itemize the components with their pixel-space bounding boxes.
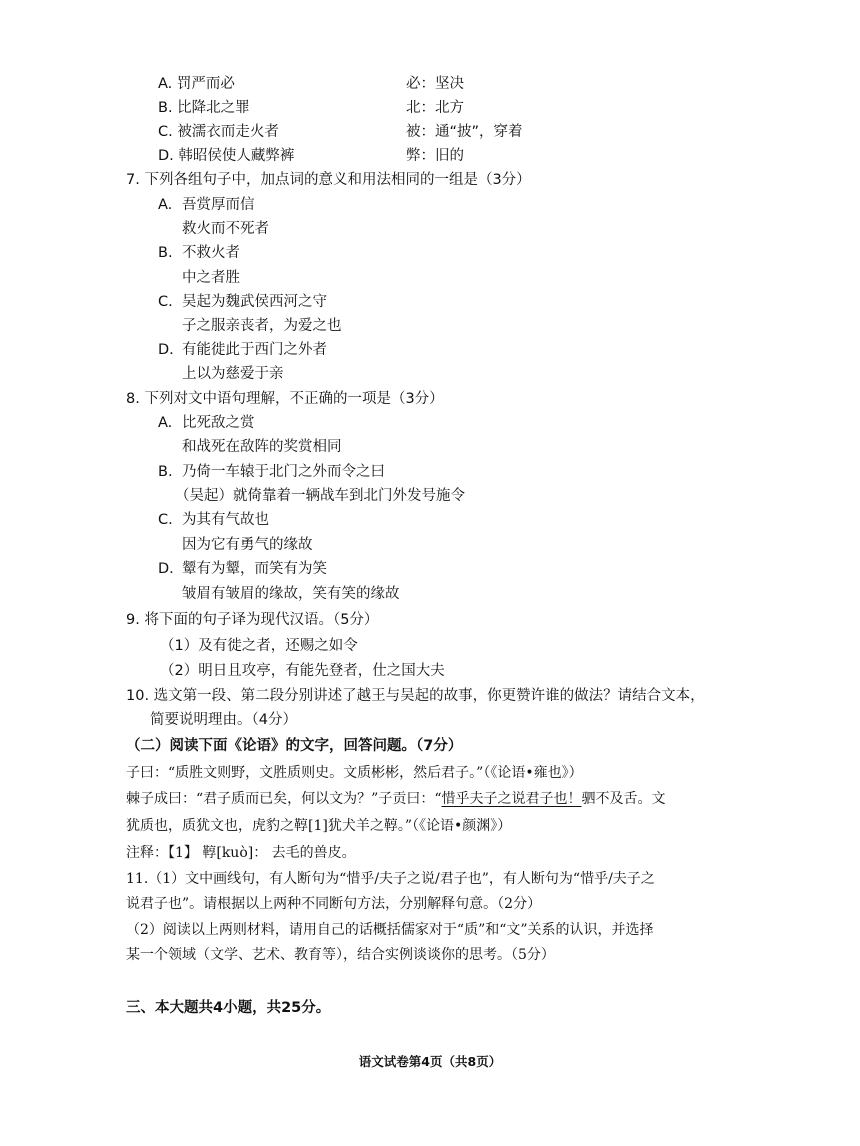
q8-option-c-line1: 为其有气故也 (182, 512, 269, 528)
q8-option-a-line1: 比死敌之赏 (182, 415, 255, 431)
q6-option-d-gloss: 弊：旧的 (406, 148, 464, 164)
q9-item-1: （1）及有徙之者，还赐之如令 (160, 638, 358, 654)
q8-option-c-line2: 因为它有勇气的缘故 (182, 537, 313, 553)
q7-option-b-line1: 不救火者 (182, 245, 240, 261)
q11-1-line1: 11.（1）文中画线句，有人断句为“惜乎/夫子之说/君子也”，有人断句为“惜乎/夫子之 (126, 871, 655, 887)
analects-quote-2 (126, 789, 665, 809)
q11-2-line1: （2）阅读以上两则材料，请用自己的话概括儒家对于“质”和“文”关系的认识，并选择 (126, 922, 654, 938)
page-footer: 语文试卷第4页（共8页） (358, 1054, 502, 1069)
analects-quote-3: 犹质也，质犹文也，虎豹之鞟[1]犹犬羊之鞟。”（《论语•颜渊》） (126, 818, 512, 834)
q10-line2: 简要说明理由。（4分） (150, 712, 297, 728)
underlined-sentence: 惜乎夫子之说君子也！ (441, 791, 582, 807)
q8-option-b-label: B. (158, 464, 173, 480)
q7-option-c-label: C. (158, 294, 173, 310)
q8-option-b-line2: （吴起）就倚靠着一辆战车到北门外发号施令 (175, 488, 465, 504)
q8-stem: 8. 下列对文中语句理解，不正确的一项是（3分） (126, 391, 444, 407)
analects-quote-1: 子曰：“质胜文则野，文胜质则史。文质彬彬，然后君子。”（《论语•雍也》） (126, 765, 583, 781)
q6-option-c: C. 被濡衣而走火者 (158, 124, 279, 140)
q10-line1: 10. 选文第一段、第二段分别讲述了越王与吴起的故事，你更赞许谁的做法？请结合文本， (126, 688, 705, 704)
section3-heading: 三、本大题共4小题，共25分。 (126, 1000, 331, 1016)
q8-option-c-label: C. (158, 512, 173, 528)
q9-stem: 9. 将下面的句子译为现代汉语。（5分） (126, 612, 379, 628)
q7-option-d-label: D. (158, 342, 174, 358)
q6-option-a-gloss: 必：坚决 (406, 76, 464, 92)
q11-1-line2: 说君子也”。请根据以上两种不同断句方法，分别解释句意。（2分） (126, 896, 542, 912)
q8-option-b-line1: 乃倚一车辕于北门之外而令之曰 (182, 464, 385, 480)
q6-option-b: B. 比降北之罪 (158, 100, 250, 116)
q9-item-2: （2）明日且攻亭，有能先登者，仕之国大夫 (160, 663, 445, 679)
q8-option-d-line1: 颦有为颦，而笑有为笑 (182, 561, 327, 577)
q7-option-d-line1: 有能徙此于西门之外者 (182, 342, 327, 358)
q7-option-a-label: A. (158, 197, 173, 213)
quote2-prefix: 棘子成曰：“君子质而已矣，何以文为？”子贡曰：“ (126, 791, 442, 807)
q8-option-d-label: D. (158, 561, 174, 577)
q11-2-line2: 某一个领域（文学、艺术、教育等），结合实例谈谈你的思考。（5分） (126, 947, 555, 963)
q7-option-c-line1: 吴起为魏武侯西河之守 (182, 294, 327, 310)
quote2-suffix: 驷不及舌。文 (581, 791, 666, 807)
q6-option-d: D. 韩昭侯使人藏弊裤 (158, 148, 295, 164)
q7-option-d-line2: 上以为慈爱于亲 (182, 366, 284, 382)
annotation-note: 注释：【1】 鞟[kuò]： 去毛的兽皮。 (126, 845, 356, 861)
q7-option-c-line2: 子之服亲丧者，为爱之也 (182, 318, 342, 334)
q8-option-a-label: A. (158, 415, 173, 431)
q8-option-a-line2: 和战死在敌阵的奖赏相同 (182, 439, 342, 455)
q8-option-d-line2: 皱眉有皱眉的缘故，笑有笑的缘故 (182, 586, 400, 602)
q6-option-a: A. 罚严而必 (158, 76, 235, 92)
q6-option-b-gloss: 北：北方 (406, 100, 464, 116)
section2-heading: （二）阅读下面《论语》的文字，回答问题。（7分） (126, 738, 463, 754)
q7-option-b-line2: 中之者胜 (182, 270, 240, 286)
q6-option-c-gloss: 被：通“披”，穿着 (406, 124, 523, 140)
q7-option-b-label: B. (158, 245, 173, 261)
q7-stem: 7. 下列各组句子中，加点词的意义和用法相同的一组是（3分） (126, 172, 531, 188)
q7-option-a-line2: 救火而不死者 (182, 221, 269, 237)
q7-option-a-line1: 吾赏厚而信 (182, 197, 255, 213)
